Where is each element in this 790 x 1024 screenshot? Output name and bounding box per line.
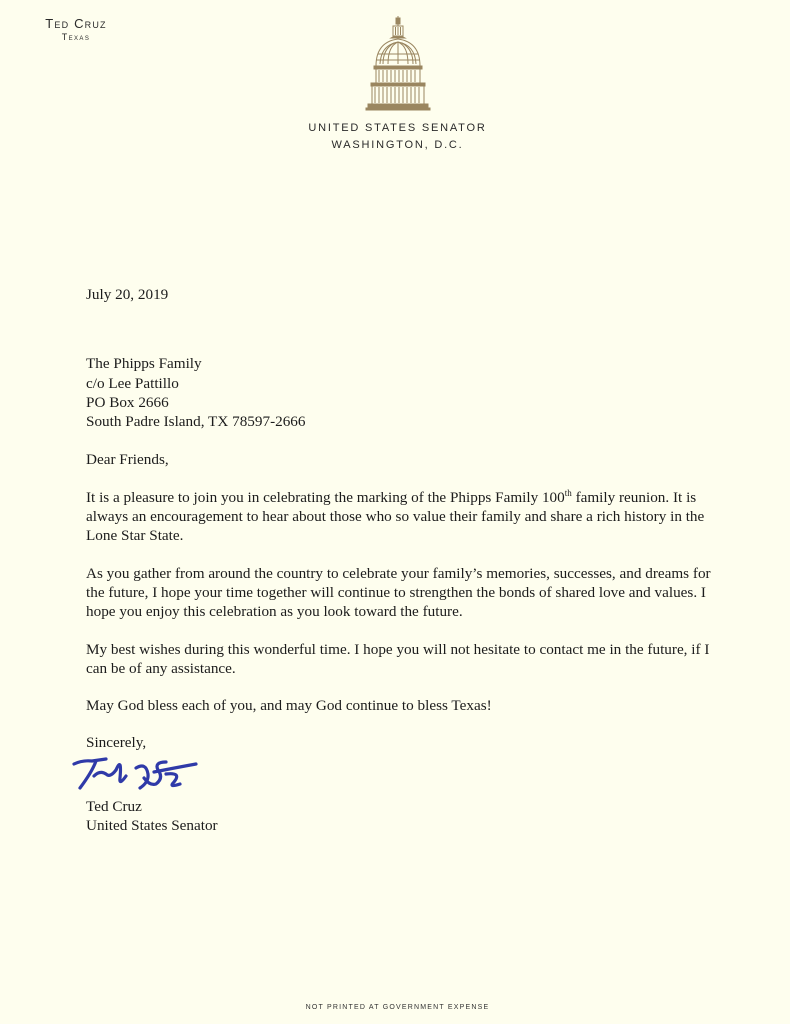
paragraph-1-text: It is a pleasure to join you in celebrating the marking of the Phipps Family 100 (86, 488, 565, 506)
paragraph-2: As you gather from around the country to celebrate your family’s memories, successes, and dreams for the future, I hope your time together will continue to strengthen the bonds of shared love and values. I hope you enjoy this celebration as you look toward the future. (86, 564, 711, 621)
address-line: c/o Lee Pattillo (86, 374, 179, 392)
address-line: PO Box 2666 (86, 393, 169, 411)
signer-name: Ted Cruz (86, 798, 142, 815)
address-line: The Phipps Family (86, 355, 202, 373)
paragraph-3: My best wishes during this wonderful time. I hope you will not hesitate to contact me in the future, if I can be of any assistance. (86, 640, 710, 677)
paragraph-1-text-cont: family reunion. It is always an encouragement to hear about those who so value their family and share a rich history in the Lone Star State. (86, 488, 705, 545)
signature-icon (70, 748, 205, 796)
paragraph-1 (86, 488, 726, 546)
letterhead-sender (38, 16, 114, 43)
paragraph-4: May God bless each of you, and may God continue to bless Texas! (86, 697, 492, 715)
salutation: Dear Friends, (86, 451, 169, 469)
recipient-address (86, 354, 726, 431)
ordinal-suffix: th (564, 487, 572, 498)
capitol-dome-icon (360, 14, 436, 114)
title-line-2: WASHINGTON, D.C. (331, 139, 464, 151)
footer-disclaimer: NOT PRINTED AT GOVERNMENT EXPENSE (305, 1004, 490, 1011)
closing: Sincerely, (86, 734, 147, 752)
letterhead-title (0, 120, 790, 154)
signature-block (86, 797, 218, 836)
sender-state: Texas (61, 32, 91, 42)
letter-body (86, 285, 726, 761)
signer-title: United States Senator (86, 817, 218, 835)
address-line: South Padre Island, TX 78597-2666 (86, 413, 306, 431)
sender-name: Ted Cruz (45, 16, 107, 31)
letter-date: July 20, 2019 (86, 286, 169, 303)
title-line-1: UNITED STATES SENATOR (308, 122, 487, 134)
